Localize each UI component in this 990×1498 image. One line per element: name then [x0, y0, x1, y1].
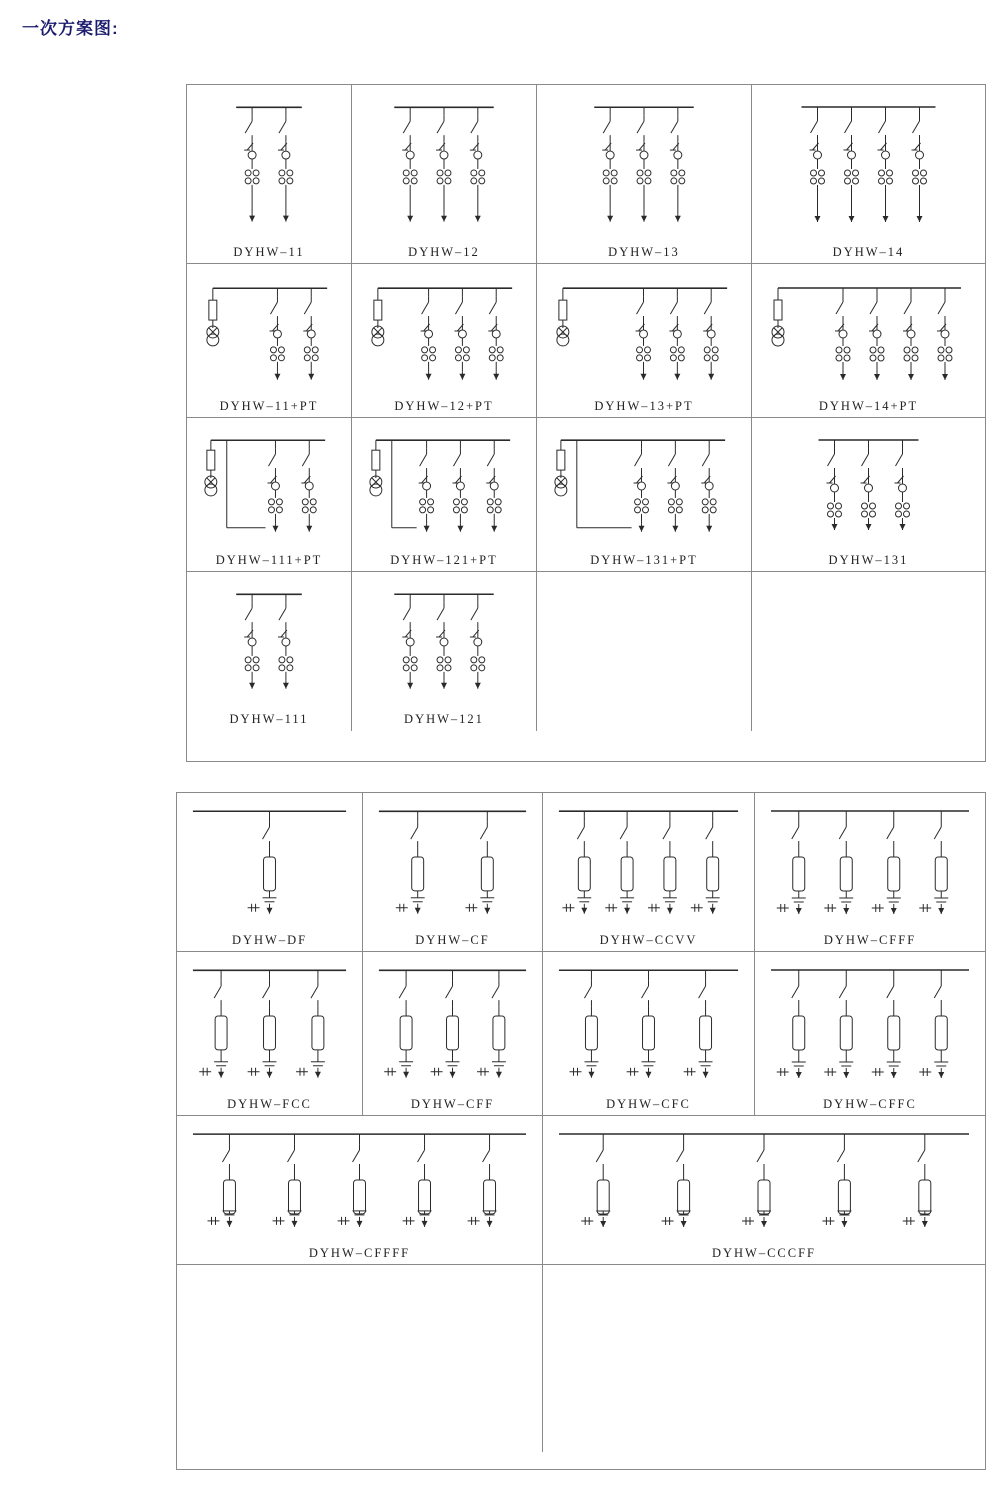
- scheme-figure-dyhw-111: [187, 572, 352, 707]
- scheme-figure-dyhw-cfff: [755, 793, 985, 928]
- scheme-figure-dyhw-cfc: [543, 952, 755, 1092]
- scheme-figure-dyhw-fcc: [177, 952, 363, 1092]
- scheme-label: DYHW–131+PT: [537, 548, 752, 572]
- primary-scheme-table-bottom: [176, 792, 986, 1470]
- scheme-figure-dyhw-cffc: [755, 952, 985, 1092]
- page-title: 一次方案图:: [22, 19, 119, 38]
- scheme-label: DYHW–12+PT: [352, 394, 537, 418]
- scheme-label: DYHW–CF: [363, 928, 543, 952]
- scheme-label: DYHW–13+PT: [537, 394, 752, 418]
- scheme-label: DYHW–111: [187, 707, 352, 731]
- scheme-figure-dyhw-df: [177, 793, 363, 928]
- scheme-label: DYHW–14+PT: [752, 394, 985, 418]
- scheme-figure-empty: [543, 1265, 985, 1428]
- scheme-label-empty: [177, 1428, 543, 1452]
- scheme-figure-row: [187, 264, 985, 394]
- scheme-figure-dyhw-131: [752, 418, 985, 548]
- primary-scheme-table-top: [186, 84, 986, 762]
- scheme-label-row: [177, 1092, 985, 1116]
- scheme-figure-empty: [537, 572, 752, 707]
- scheme-figure-row: [177, 1265, 985, 1428]
- scheme-label-row: [187, 394, 985, 418]
- scheme-label: DYHW–DF: [177, 928, 363, 952]
- scheme-figure-row: [187, 418, 985, 548]
- scheme-label: DYHW–CFF: [363, 1092, 543, 1116]
- scheme-figure-dyhw-121-pt: [352, 418, 537, 548]
- scheme-figure-dyhw-cffff: [177, 1116, 543, 1241]
- scheme-figure-dyhw-11-pt: [187, 264, 352, 394]
- scheme-label: DYHW–12: [352, 240, 537, 264]
- scheme-figure-dyhw-13-pt: [537, 264, 752, 394]
- scheme-figure-dyhw-cff: [363, 952, 543, 1092]
- scheme-label-empty: [543, 1428, 985, 1452]
- scheme-figure-row: [177, 1116, 985, 1241]
- scheme-figure-dyhw-111-pt: [187, 418, 352, 548]
- scheme-figure-dyhw-12-pt: [352, 264, 537, 394]
- scheme-label: DYHW–CFFF: [755, 928, 985, 952]
- scheme-figure-dyhw-11: [187, 85, 352, 240]
- scheme-figure-row: [177, 952, 985, 1092]
- scheme-figure-empty: [752, 572, 985, 707]
- scheme-label: DYHW–CFC: [543, 1092, 755, 1116]
- scheme-figure-row: [187, 572, 985, 707]
- scheme-label: DYHW–CFFC: [755, 1092, 985, 1116]
- scheme-label: DYHW–13: [537, 240, 752, 264]
- scheme-label-row: [187, 240, 985, 264]
- scheme-label: DYHW–121+PT: [352, 548, 537, 572]
- scheme-figure-dyhw-12: [352, 85, 537, 240]
- scheme-label-empty: [537, 707, 752, 731]
- scheme-label: DYHW–FCC: [177, 1092, 363, 1116]
- scheme-label-empty: [752, 707, 985, 731]
- scheme-label: DYHW–11+PT: [187, 394, 352, 418]
- scheme-figure-dyhw-ccvv: [543, 793, 755, 928]
- scheme-figure-row: [187, 85, 985, 240]
- scheme-label: DYHW–131: [752, 548, 985, 572]
- scheme-figure-dyhw-14: [752, 85, 985, 240]
- scheme-figure-dyhw-14-pt: [752, 264, 985, 394]
- scheme-figure-row: [177, 793, 985, 928]
- scheme-figure-dyhw-121: [352, 572, 537, 707]
- scheme-label-row: [177, 928, 985, 952]
- scheme-figure-dyhw-13: [537, 85, 752, 240]
- scheme-figure-dyhw-cf: [363, 793, 543, 928]
- scheme-label: DYHW–CCVV: [543, 928, 755, 952]
- scheme-figure-dyhw-cccff: [543, 1116, 985, 1241]
- scheme-label: DYHW–11: [187, 240, 352, 264]
- scheme-label: DYHW–CCCFF: [543, 1241, 985, 1265]
- scheme-label: DYHW–111+PT: [187, 548, 352, 572]
- scheme-label-row: [187, 548, 985, 572]
- scheme-figure-empty: [177, 1265, 543, 1428]
- scheme-label-row: [187, 707, 985, 731]
- scheme-label: DYHW–14: [752, 240, 985, 264]
- scheme-label-row: [177, 1428, 985, 1452]
- scheme-label-row: [177, 1241, 985, 1265]
- scheme-figure-dyhw-131-pt: [537, 418, 752, 548]
- scheme-label: DYHW–CFFFF: [177, 1241, 543, 1265]
- scheme-label: DYHW–121: [352, 707, 537, 731]
